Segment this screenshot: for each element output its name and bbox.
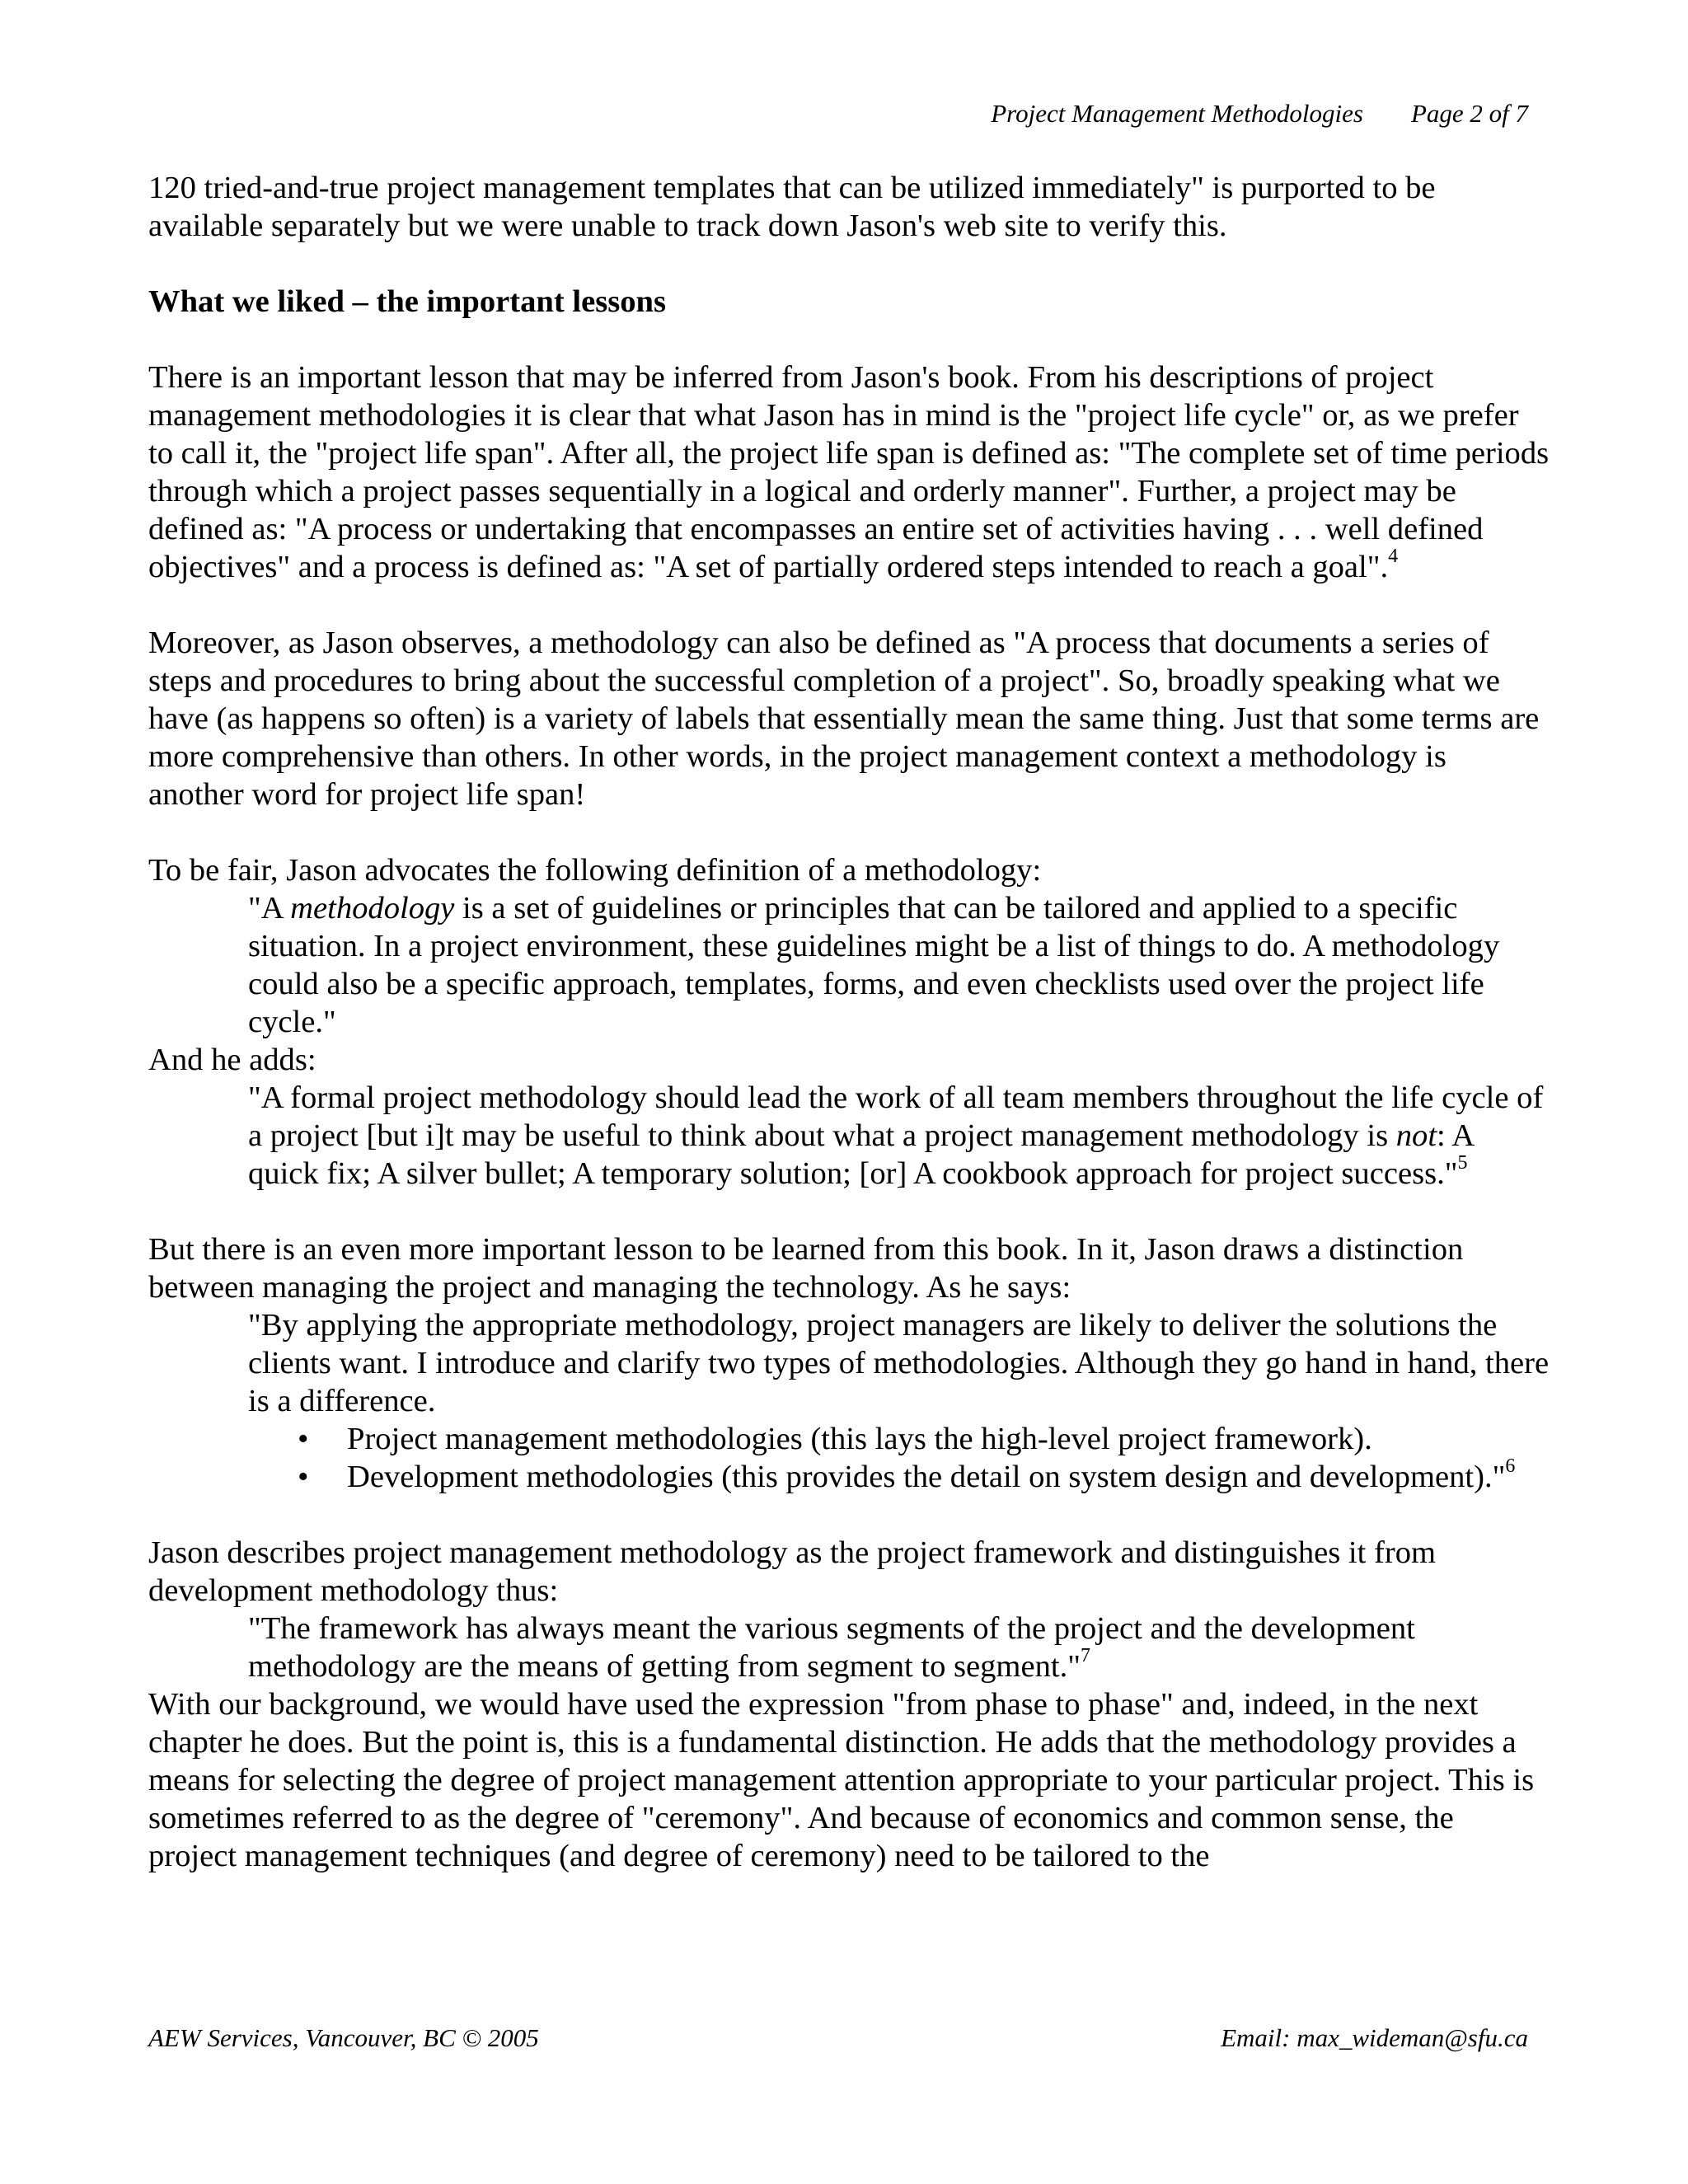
quote-formal-methodology <box>248 1079 1550 1193</box>
quote-definition-emphasis: methodology <box>290 891 455 926</box>
paragraph-continuation: 120 tried-and-true project management templates that can be utilized immediately" is purported to be available separately but we were unable to track down Jason's web site to verify this. <box>148 171 1436 243</box>
document-body <box>148 169 1550 1875</box>
paragraph-lesson <box>148 359 1550 586</box>
quote-definition-pre: "A <box>248 891 291 926</box>
quote-appropriate-methodology: "By applying the appropriate methodology, project managers are likely to deliver the solutions the clients want. I introduce and clarify two types of methodologies. Although they go hand in hand, there is a difference. <box>248 1308 1550 1418</box>
bullet-icon: • <box>298 1460 309 1494</box>
quote-formal-emphasis: not <box>1395 1118 1437 1153</box>
footnote-ref-4: 4 <box>1388 546 1399 568</box>
paragraph-lesson-text: There is an important lesson that may be inferred from Jason's book. From his descriptions of project management methodologies it is clear that what Jason has in mind is the "project life cycle" or, as we prefer to call it, the "project life span". After all, the project life span is defined as: "The complete set of time periods through which a project passes sequentially in a logical and orderly manner". Further, a project may be defined as: "A process or undertaking that encompasses an entire set of activities having . . . well defined objectives" and a process is defined as: "A set of partially ordered steps intended to reach a goal". <box>148 360 1550 584</box>
header-page-number: Page 2 of 7 <box>1410 99 1528 128</box>
quote-definition <box>248 889 1550 1041</box>
quote-framework-text: "The framework has always meant the various segments of the project and the development methodology are the means of getting from segment to segment." <box>248 1611 1415 1684</box>
list-item <box>248 1455 1550 1496</box>
list-item-text: Project management methodologies (this lays the high-level project framework). <box>347 1422 1372 1456</box>
quote-formal-post: : A quick fix; A silver bullet; A temporary solution; [or] A cookbook approach for project success." <box>248 1118 1473 1191</box>
paragraph-to-be-fair: To be fair, Jason advocates the following definition of a methodology: <box>148 853 1042 888</box>
quote-definition-post: is a set of guidelines or principles that can be tailored and applied to a specific situation. In a project environment, these guidelines might be a list of things to do. A methodology could also be a specific approach, templates, forms, and even checklists used over the project life cycle." <box>248 891 1500 1039</box>
paragraph-and-he-adds: And he adds: <box>148 1043 316 1077</box>
paragraph-background: With our background, we would have used the expression "from phase to phase" and, indeed, in the next chapter he does. But the point is, this is a fundamental distinction. He adds that the methodology provides a means for selecting the degree of project management attention appropriate to your particular project. This is sometimes referred to as the degree of "ceremony". And because of economics and common sense, the project management techniques (and degree of ceremony) need to be tailored to the <box>148 1687 1535 1873</box>
paragraph-more-important: But there is an even more important lesson to be learned from this book. In it, Jason draws a distinction between managing the project and managing the technology. As he says: <box>148 1232 1464 1305</box>
methodology-types-list <box>248 1420 1550 1496</box>
list-item-text: Development methodologies (this provides the detail on system design and development)." <box>347 1460 1506 1494</box>
list-item <box>248 1420 1550 1458</box>
footer-email: Email: max_wideman@sfu.ca <box>1221 2023 1528 2052</box>
quote-formal-pre: "A formal project methodology should lead the work of all team members throughout the life cycle of a project [but i]t may be useful to think about what a project management methodology is <box>248 1080 1544 1153</box>
page-footer <box>148 2023 1528 2053</box>
footer-publisher: AEW Services, Vancouver, BC © 2005 <box>148 2023 539 2052</box>
header-title: Project Management Methodologies <box>991 99 1363 128</box>
page-header <box>991 99 1528 129</box>
footnote-ref-6: 6 <box>1505 1455 1516 1478</box>
footnote-ref-5: 5 <box>1457 1152 1468 1174</box>
footnote-ref-7: 7 <box>1080 1645 1090 1667</box>
section-heading: What we liked – the important lessons <box>148 284 666 319</box>
paragraph-moreover: Moreover, as Jason observes, a methodology can also be defined as "A process that documents a series of steps and procedures to bring about the successful completion of a project". So, broadly speaking what we have (as happens so often) is a variety of labels that essentially mean the same thing. Just that some terms are more comprehensive than others. In other words, in the project management context a methodology is another word for project life span! <box>148 626 1540 812</box>
quote-framework <box>248 1610 1550 1685</box>
paragraph-framework: Jason describes project management methodology as the project framework and distinguishes it from development methodology thus: <box>148 1535 1436 1608</box>
bullet-icon: • <box>298 1422 309 1456</box>
